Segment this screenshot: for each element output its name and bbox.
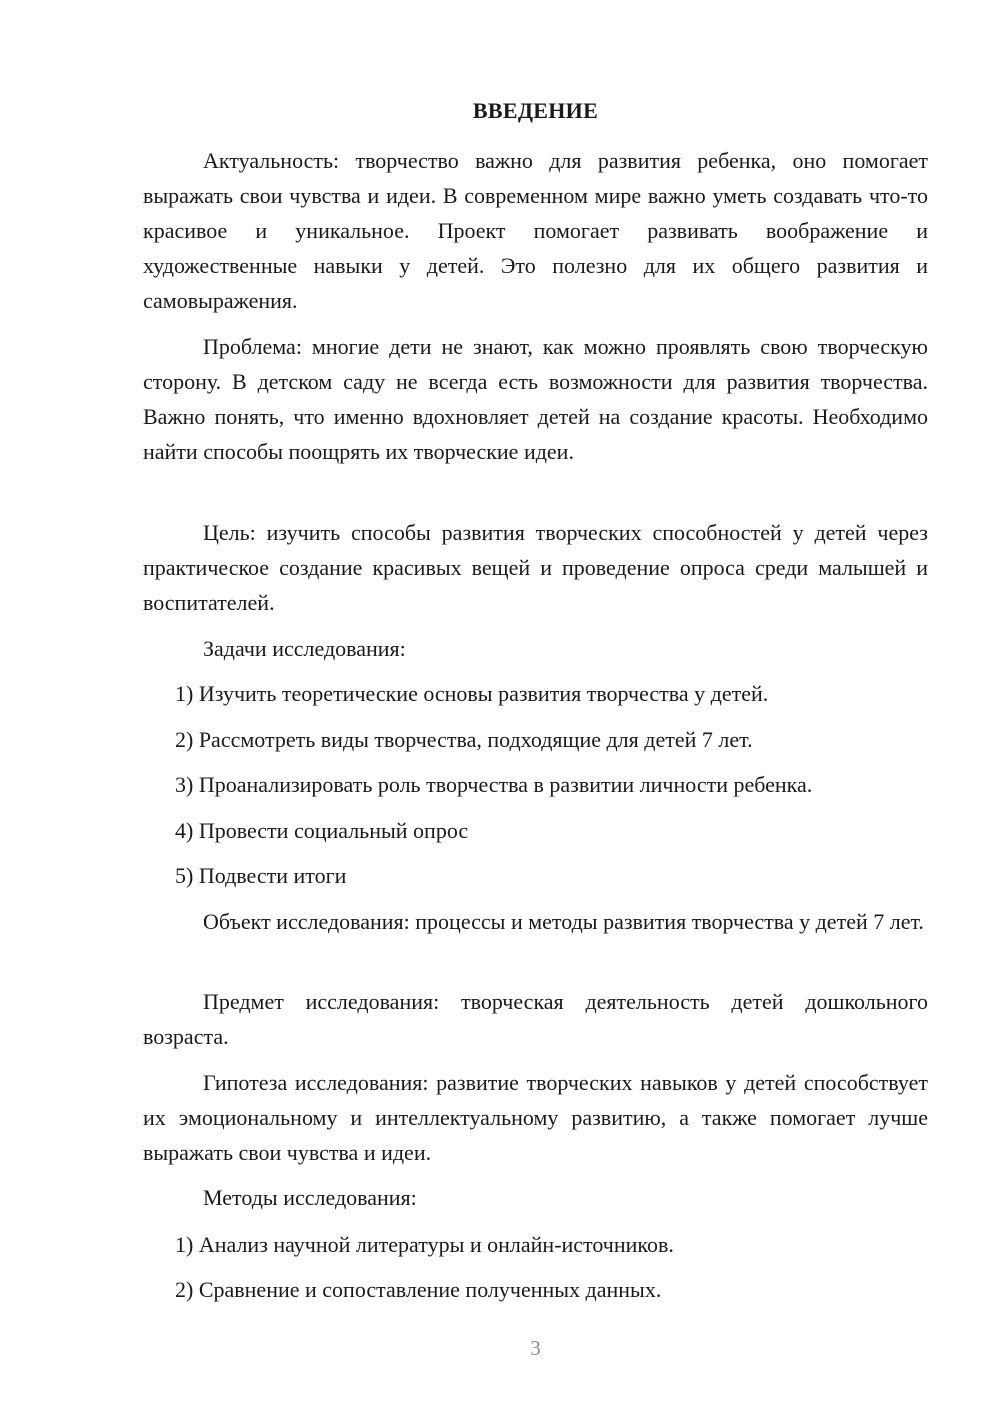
- task-item-3: 3) Проанализировать роль творчества в развитии личности ребенка.: [175, 772, 813, 797]
- problem-paragraph: Проблема: многие дети не знают, как можно проявлять свою творческую сторону. В детском саду не всегда есть возможности для развития творчества. Важно понять, что именно вдохновляет детей на создание красоты. Необходимо найти способы поощрять их творческие идеи.: [143, 334, 928, 464]
- document-page: [143, 0, 928, 1414]
- relevance-paragraph: Актуальность: творчество важно для развития ребенка, оно помогает выражать свои чувства и идеи. В современном мире важно уметь создавать что-то красивое и уникальное. Проект помогает развивать воображение и художественные навыки у детей. Это полезно для их общего развития и самовыражения.: [143, 148, 928, 313]
- subject-paragraph: Предмет исследования: творческая деятельность детей дошкольного возраста.: [143, 989, 928, 1049]
- hypothesis-paragraph: Гипотеза исследования: развитие творческих навыков у детей способствует их эмоциональному и интеллектуальному развитию, а также помогает лучше выражать свои чувства и идеи.: [143, 1070, 928, 1165]
- task-item-5: 5) Подвести итоги: [175, 863, 347, 888]
- goal-paragraph: Цель: изучить способы развития творческих способностей у детей через практическое создание красивых вещей и проведение опроса среди малышей и воспитателей.: [143, 520, 928, 615]
- page-number: 3: [530, 1336, 541, 1360]
- tasks-heading: Задачи исследования:: [203, 636, 406, 661]
- section-title: ВВЕДЕНИЕ: [472, 98, 599, 123]
- object-paragraph: Объект исследования: процессы и методы развития творчества у детей 7 лет.: [203, 909, 924, 934]
- task-item-4: 4) Провести социальный опрос: [175, 818, 469, 843]
- task-item-1: 1) Изучить теоретические основы развития творчества у детей.: [175, 681, 769, 706]
- methods-heading: Методы исследования:: [203, 1185, 417, 1210]
- method-item-1: 1) Анализ научной литературы и онлайн-источников.: [175, 1232, 674, 1257]
- task-item-2: 2) Рассмотреть виды творчества, подходящие для детей 7 лет.: [175, 727, 753, 752]
- method-item-2: 2) Сравнение и сопоставление полученных данных.: [175, 1277, 662, 1302]
